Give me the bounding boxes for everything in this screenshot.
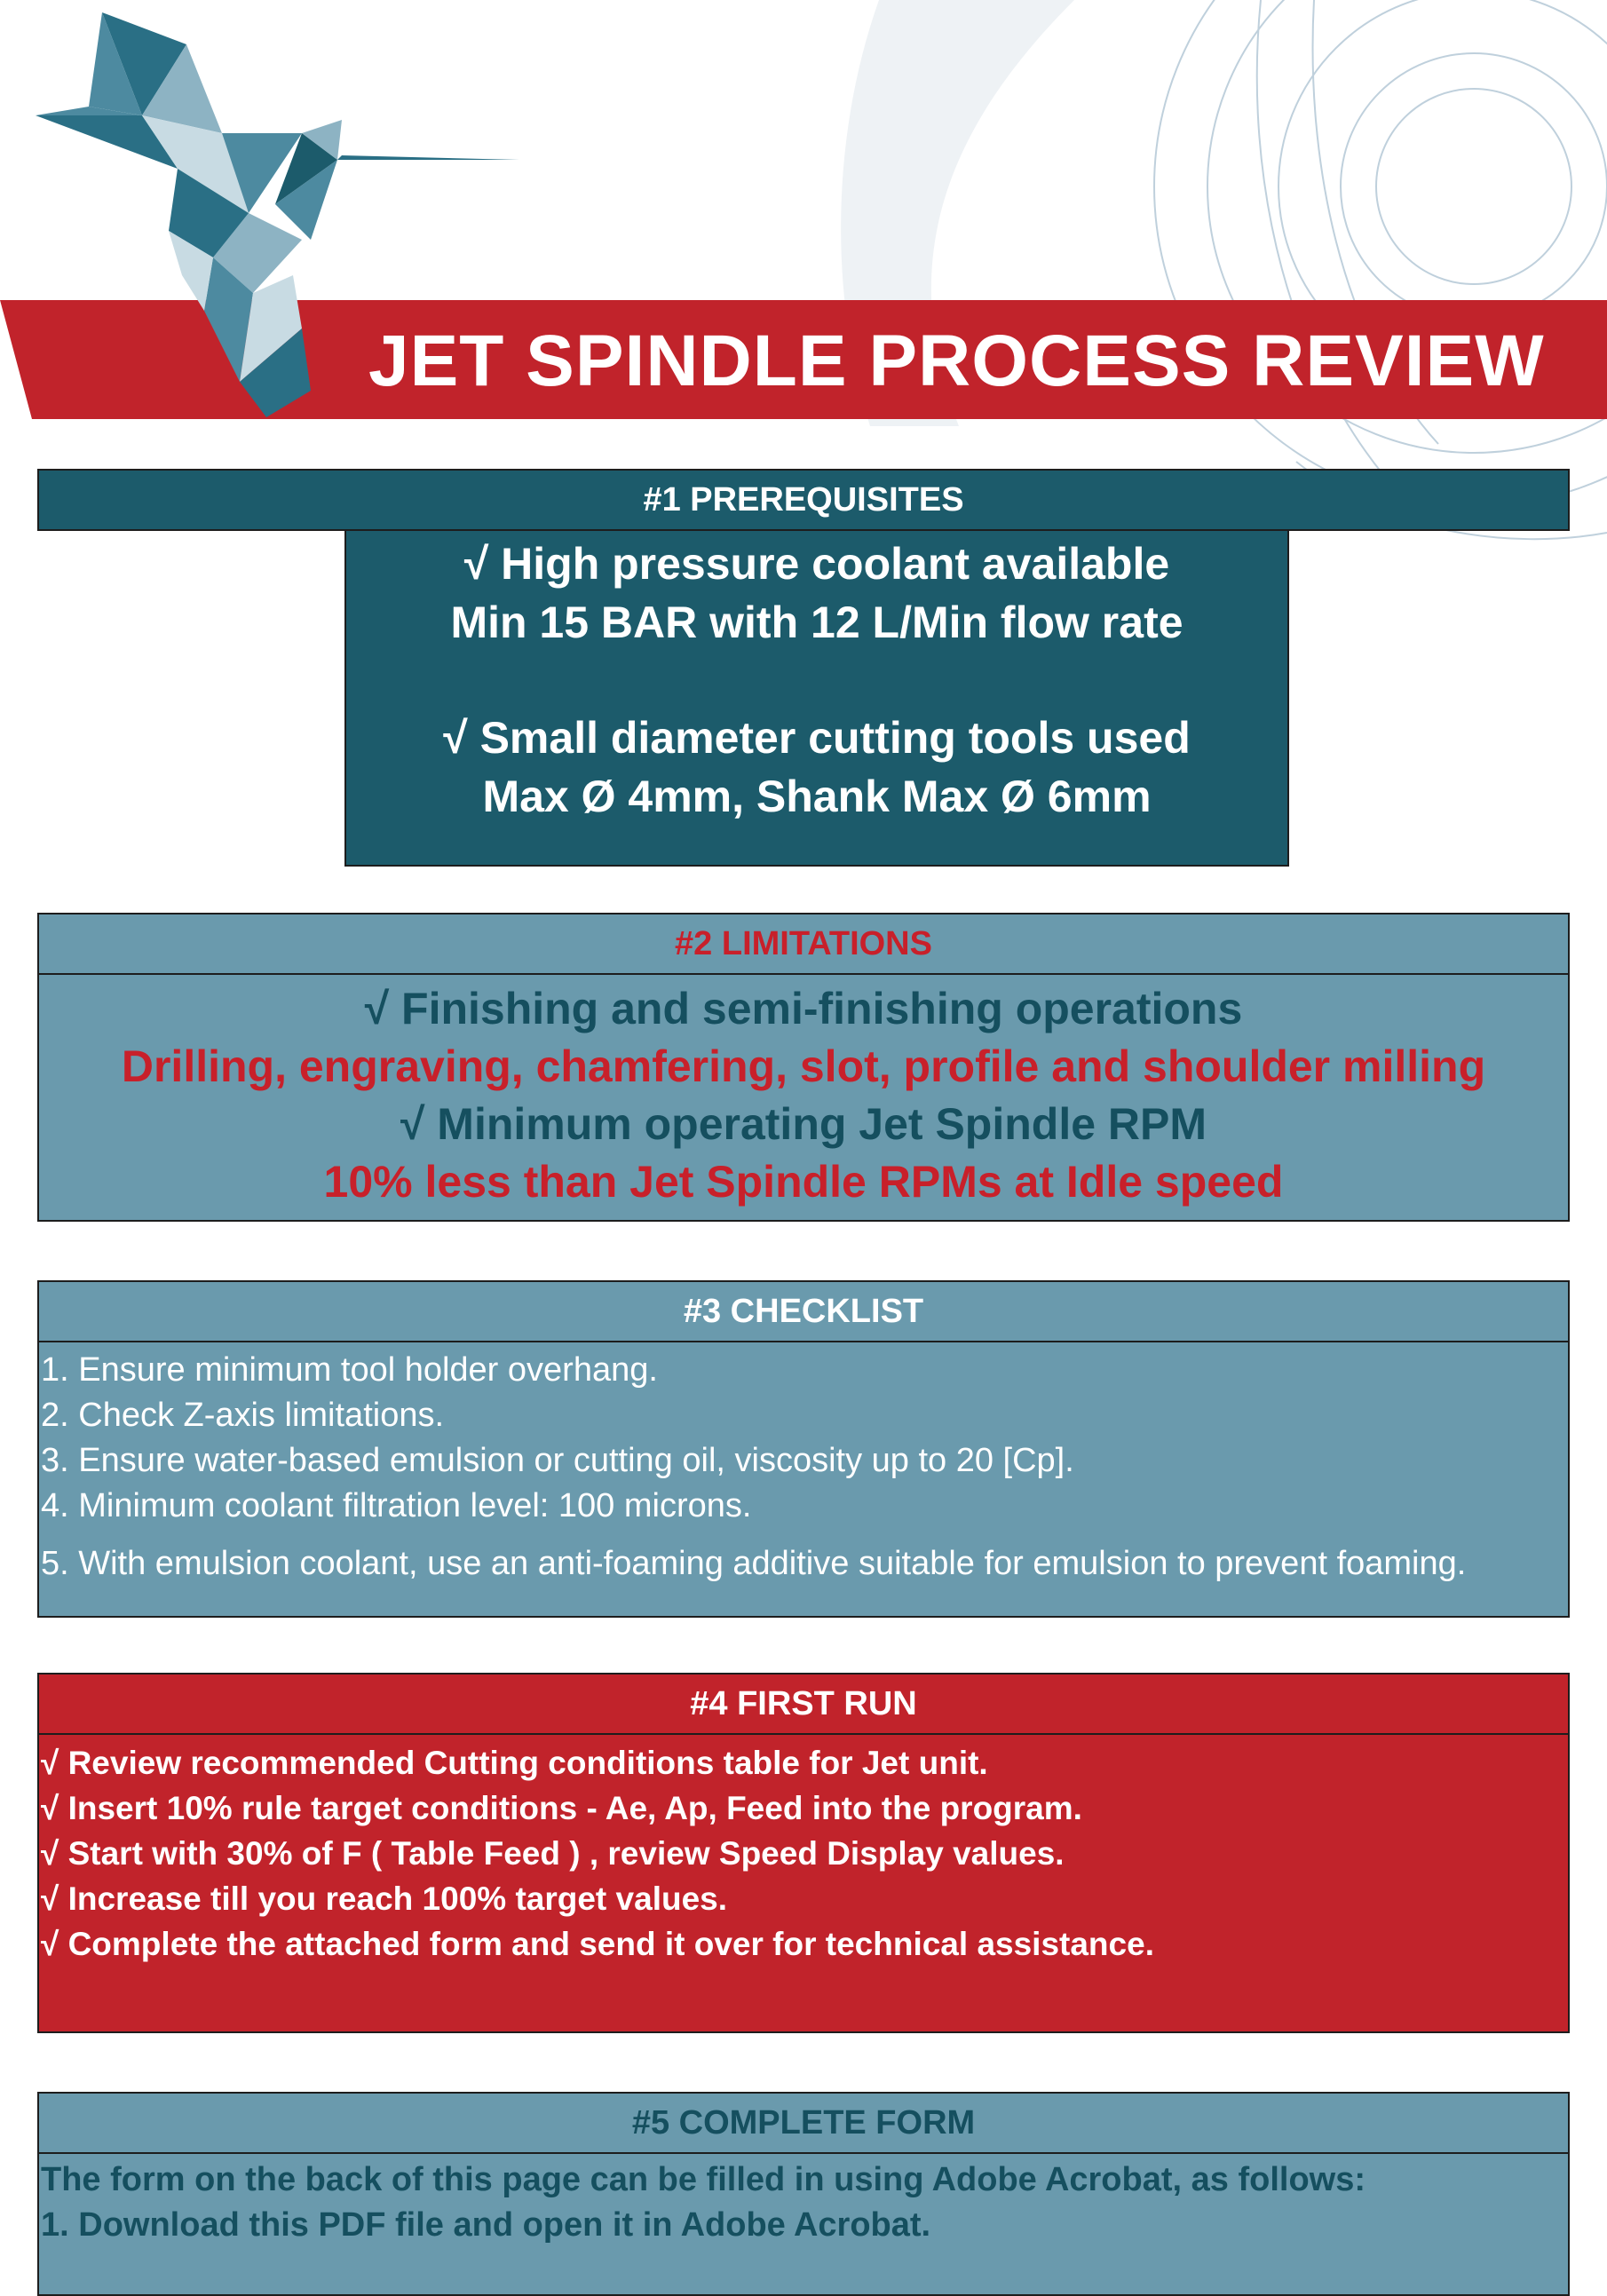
section-body [37, 2154, 1570, 2296]
section-body [37, 975, 1570, 1222]
limitation-line: √ Finishing and semi-finishing operations [364, 984, 1243, 1033]
prerequisites-section [37, 469, 1570, 867]
section-body [37, 1342, 1570, 1618]
section-heading: #3 CHECKLIST [37, 1280, 1570, 1342]
complete-form-section [37, 2092, 1570, 2296]
checklist-item: 1. Ensure minimum tool holder overhang. [41, 1351, 658, 1389]
first-run-item: √ Insert 10% rule target conditions - Ae, Ap, Feed into the program. [41, 1790, 1082, 1826]
limitations-section [37, 913, 1570, 1222]
section-heading: #2 LIMITATIONS [37, 913, 1570, 975]
first-run-item: √ Start with 30% of F ( Table Feed ) , review Speed Display values. [41, 1835, 1065, 1872]
section-heading: #1 PREREQUISITES [37, 469, 1570, 531]
checklist-item: 3. Ensure water-based emulsion or cutting oil, viscosity up to 20 [Cp]. [41, 1442, 1074, 1479]
first-run-item: √ Complete the attached form and send it over for technical assistance. [41, 1926, 1154, 1962]
first-run-section [37, 1673, 1570, 2033]
prerequisite-line: √ Small diameter cutting tools used [443, 713, 1191, 763]
checklist-item: 5. With emulsion coolant, use an anti-foaming additive suitable for emulsion to prevent foaming. [41, 1545, 1467, 1582]
form-instruction: 1. Download this PDF file and open it in Adobe Acrobat. [41, 2206, 931, 2244]
section-heading: #4 FIRST RUN [37, 1673, 1570, 1735]
first-run-item: √ Increase till you reach 100% target values. [41, 1880, 728, 1917]
prerequisite-line: √ High pressure coolant available [463, 539, 1170, 589]
prerequisite-line: Min 15 BAR with 12 L/Min flow rate [450, 598, 1183, 647]
checklist-item: 4. Minimum coolant filtration level: 100 microns. [41, 1487, 752, 1524]
form-instruction: The form on the back of this page can be filled in using Adobe Acrobat, as follows: [41, 2161, 1366, 2198]
first-run-item: √ Review recommended Cutting conditions table for Jet unit. [41, 1745, 988, 1781]
section-body [344, 531, 1289, 867]
limitation-detail: Drilling, engraving, chamfering, slot, profile and shoulder milling [121, 1041, 1486, 1091]
prerequisite-line: Max Ø 4mm, Shank Max Ø 6mm [482, 772, 1152, 821]
section-heading: #5 COMPLETE FORM [37, 2092, 1570, 2154]
checklist-section [37, 1280, 1570, 1618]
limitation-detail: 10% less than Jet Spindle RPMs at Idle speed [323, 1157, 1284, 1207]
page-title: JET SPINDLE PROCESS REVIEW [368, 321, 1545, 401]
limitation-line: √ Minimum operating Jet Spindle RPM [400, 1099, 1207, 1149]
section-body [37, 1735, 1570, 2033]
checklist-item: 2. Check Z-axis limitations. [41, 1397, 445, 1434]
